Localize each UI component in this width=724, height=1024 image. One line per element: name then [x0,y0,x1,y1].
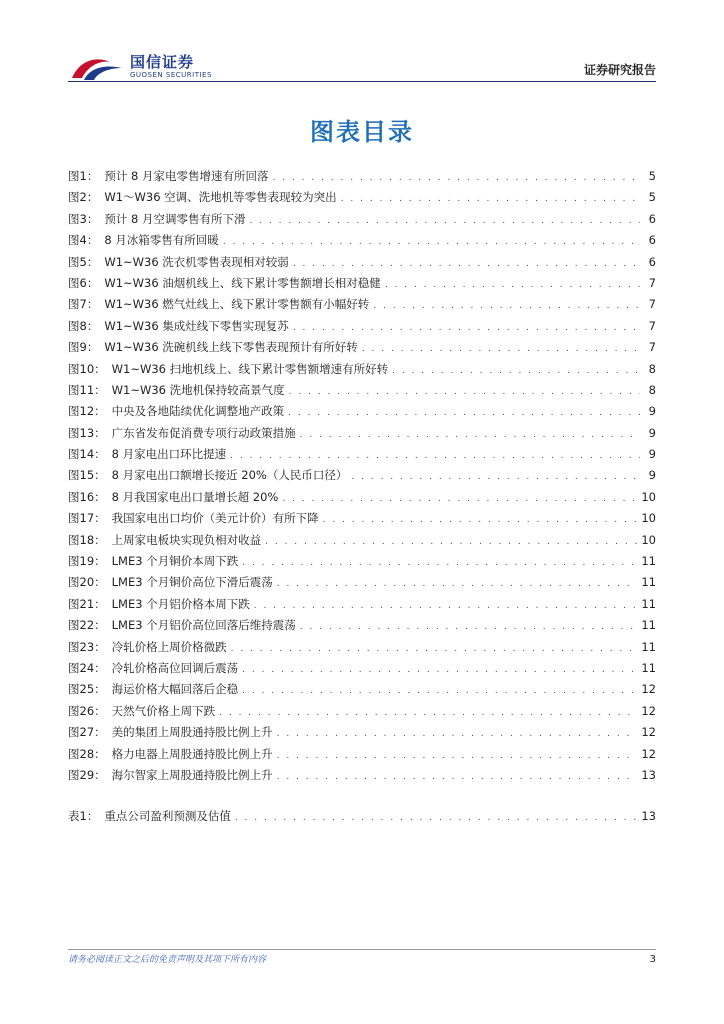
entry-label: 图15： [68,468,106,483]
entry-page-number: 7 [648,297,656,312]
entry-caption: 8 月家电出口环比提速 [111,447,227,462]
toc-entry[interactable] [68,532,656,553]
entry-label: 图21： [68,596,106,611]
entry-caption: 广东省发布促消费专项行动政策措施 [111,425,296,440]
footer-divider [68,949,656,950]
entry-caption: W1~W36 洗衣机零售表现相对较弱 [104,254,289,269]
leader-dots [323,515,638,525]
toc-entry[interactable] [68,425,656,446]
toc-entry[interactable] [68,596,656,617]
entry-caption: 8 月冰箱零售有所回暖 [104,233,219,248]
entry-label: 图3： [68,211,99,226]
toc-entry[interactable] [68,403,656,424]
entry-label: 图23： [68,639,106,654]
disclaimer-note: 请务必阅读正文之后的免责声明及其项下所有内容 [68,955,267,965]
entry-caption: 预计 8 月家电零售增速有所回落 [104,169,269,183]
entry-page-number: 6 [648,211,656,226]
entry-page-number: 11 [641,596,656,611]
leader-dots [289,387,640,397]
leader-dots [300,622,638,632]
leader-dots [277,751,638,761]
entry-page-number: 10 [641,489,656,504]
entry-label: 图17： [68,511,106,526]
entry-label: 图12： [68,404,106,419]
leader-dots [265,537,637,547]
toc-entry[interactable] [68,189,656,210]
toc-entry[interactable] [68,296,656,317]
entry-page-number: 12 [641,682,656,697]
entry-caption: 重点公司盈利预测及估值 [104,809,231,823]
entry-page-number: 9 [648,425,656,440]
entry-page-number: 13 [641,767,656,782]
entry-page-number: 12 [641,725,656,740]
leader-dots [341,194,640,204]
leader-dots [277,772,638,782]
toc-entry[interactable] [68,275,656,296]
toc-entry[interactable] [68,232,656,253]
entry-caption: 预计 8 月空调零售有所下滑 [104,211,246,226]
entry-page-number: 11 [641,575,656,590]
entry-caption: LME3 个月铝价格本周下跌 [111,596,250,611]
leader-dots [277,729,638,739]
leader-dots [235,813,638,823]
leader-dots [300,430,640,440]
entry-page-number: 11 [641,554,656,569]
leader-dots [293,259,640,269]
entry-page-number: 10 [641,511,656,526]
leader-dots [272,173,640,183]
entry-caption: W1~W36 洗地机保持较高景气度 [111,382,285,397]
toc-entry[interactable] [68,681,656,702]
leader-dots [277,579,638,589]
toc-entry[interactable] [68,660,656,681]
entry-label: 图28： [68,746,106,761]
leader-dots [282,494,637,504]
entry-caption: LME3 个月铜价本周下跌 [111,554,239,569]
entry-caption: 冷轧价格高位回调后震荡 [111,660,239,675]
toc-entry[interactable] [68,339,656,360]
entry-caption: 天然气价格上周下跌 [111,703,216,718]
toc-entry[interactable] [68,767,656,788]
leader-dots [219,708,637,718]
entry-caption: W1~W36 油烟机线上、线下累计零售额增长相对稳健 [104,275,381,290]
entry-caption: 上周家电板块实现负相对收益 [111,532,262,547]
entry-label: 图8： [68,318,99,333]
entry-caption: LME3 个月铜价高位下滑后震荡 [111,575,273,590]
entry-caption: 格力电器上周股通持股比例上升 [111,746,273,761]
toc-entry[interactable] [68,808,656,829]
table-toc-list [68,808,656,829]
entry-label: 图11： [68,382,106,397]
leader-dots [392,366,640,376]
entry-page-number: 10 [641,532,656,547]
leader-dots [242,665,637,675]
company-logo [70,52,212,82]
entry-label: 图13： [68,425,106,440]
entry-caption: LME3 个月铝价高位回落后维持震荡 [111,618,296,633]
page-number: 3 [649,954,656,965]
entry-label: 图14： [68,447,106,462]
leader-dots [385,280,640,290]
entry-label: 图10： [68,361,106,376]
entry-label: 图5： [68,254,99,269]
entry-caption: W1~W36 集成灶线下零售实现复苏 [104,318,289,333]
entry-label: 图29： [68,767,106,782]
entry-page-number: 9 [648,468,656,483]
entry-page-number: 9 [648,404,656,419]
entry-page-number: 8 [648,361,656,376]
entry-label: 图22： [68,618,106,633]
leader-dots [230,451,640,461]
entry-caption: 海尔智家上周股通持股比例上升 [111,767,273,782]
toc-entry[interactable] [68,510,656,531]
entry-label: 图27： [68,725,106,740]
report-type-label: 证券研究报告 [583,63,656,77]
leader-dots [242,558,637,568]
toc-entry[interactable] [68,746,656,767]
entry-caption: 中央及各地陆续优化调整地产政策 [111,404,285,419]
entry-page-number: 5 [648,169,656,183]
guosen-logo-icon [70,52,124,82]
logo-english-name: GUOSEN SECURITIES [130,71,212,79]
toc-entry[interactable] [68,361,656,382]
entry-label: 图20： [68,575,106,590]
leader-dots [362,344,640,354]
entry-label: 图7： [68,297,99,312]
entry-label: 图1： [68,169,99,183]
entry-label: 图9： [68,340,99,355]
leader-dots [223,237,640,247]
toc-title: 图表目录 [310,118,414,146]
leader-dots [231,644,638,654]
toc-entry[interactable] [68,446,656,467]
logo-chinese-name: 国信证券 [130,53,195,71]
entry-label: 图4： [68,233,99,248]
leader-dots [288,408,640,418]
entry-page-number: 13 [641,809,656,823]
toc-entry[interactable] [68,254,656,275]
entry-label: 图18： [68,532,106,547]
entry-label: 图26： [68,703,106,718]
entry-caption: 8 月我国家电出口量增长超 20% [111,489,279,504]
toc-entry[interactable] [68,639,656,660]
toc-entry[interactable] [68,382,656,403]
entry-label: 图25： [68,682,106,697]
toc-entry[interactable] [68,489,656,510]
leader-dots [242,686,637,696]
entry-label: 图6： [68,275,99,290]
entry-page-number: 11 [641,639,656,654]
leader-dots [373,301,640,311]
entry-label: 表1： [68,809,99,823]
toc-entry[interactable] [68,574,656,595]
entry-page-number: 7 [648,318,656,333]
entry-caption: W1~W36 扫地机线上、线下累计零售额增速有所好转 [111,361,389,376]
entry-page-number: 9 [648,447,656,462]
entry-page-number: 12 [641,746,656,761]
leader-dots [351,472,640,482]
leader-dots [293,323,640,333]
entry-page-number: 7 [648,275,656,290]
page-header [0,0,724,90]
entry-page-number: 12 [641,703,656,718]
header-divider [68,81,656,82]
entry-caption: 8 月家电出口额增长接近 20%（人民币口径） [111,468,348,483]
entry-caption: W1~W36 洗碗机线上线下零售表现预计有所好转 [104,340,358,355]
toc-entry[interactable] [68,617,656,638]
toc-entry[interactable] [68,724,656,745]
leader-dots [254,601,638,611]
toc-entry[interactable] [68,168,656,189]
toc-entry[interactable] [68,467,656,488]
entry-label: 图24： [68,660,106,675]
entry-page-number: 7 [648,340,656,355]
toc-entry[interactable] [68,211,656,232]
entry-page-number: 8 [648,382,656,397]
entry-page-number: 11 [641,618,656,633]
toc-entry[interactable] [68,318,656,339]
entry-caption: 美的集团上周股通持股比例上升 [111,725,273,740]
entry-label: 图19： [68,554,106,569]
entry-caption: 我国家电出口均价（美元计价）有所下降 [111,511,319,526]
entry-page-number: 5 [648,190,656,205]
entry-page-number: 11 [641,660,656,675]
entry-caption: 海运价格大幅回落后企稳 [111,682,239,697]
entry-page-number: 6 [648,254,656,269]
entry-label: 图16： [68,489,106,504]
toc-entry[interactable] [68,553,656,574]
entry-label: 图2： [68,190,99,205]
figure-toc-list [68,168,656,788]
leader-dots [249,216,640,226]
toc-entry[interactable] [68,703,656,724]
entry-caption: W1～W36 空调、洗地机等零售表现较为突出 [104,190,337,205]
entry-caption: 冷轧价格上周价格微跌 [111,639,227,654]
entry-page-number: 6 [648,233,656,248]
entry-caption: W1~W36 燃气灶线上、线下累计零售额有小幅好转 [104,297,370,312]
